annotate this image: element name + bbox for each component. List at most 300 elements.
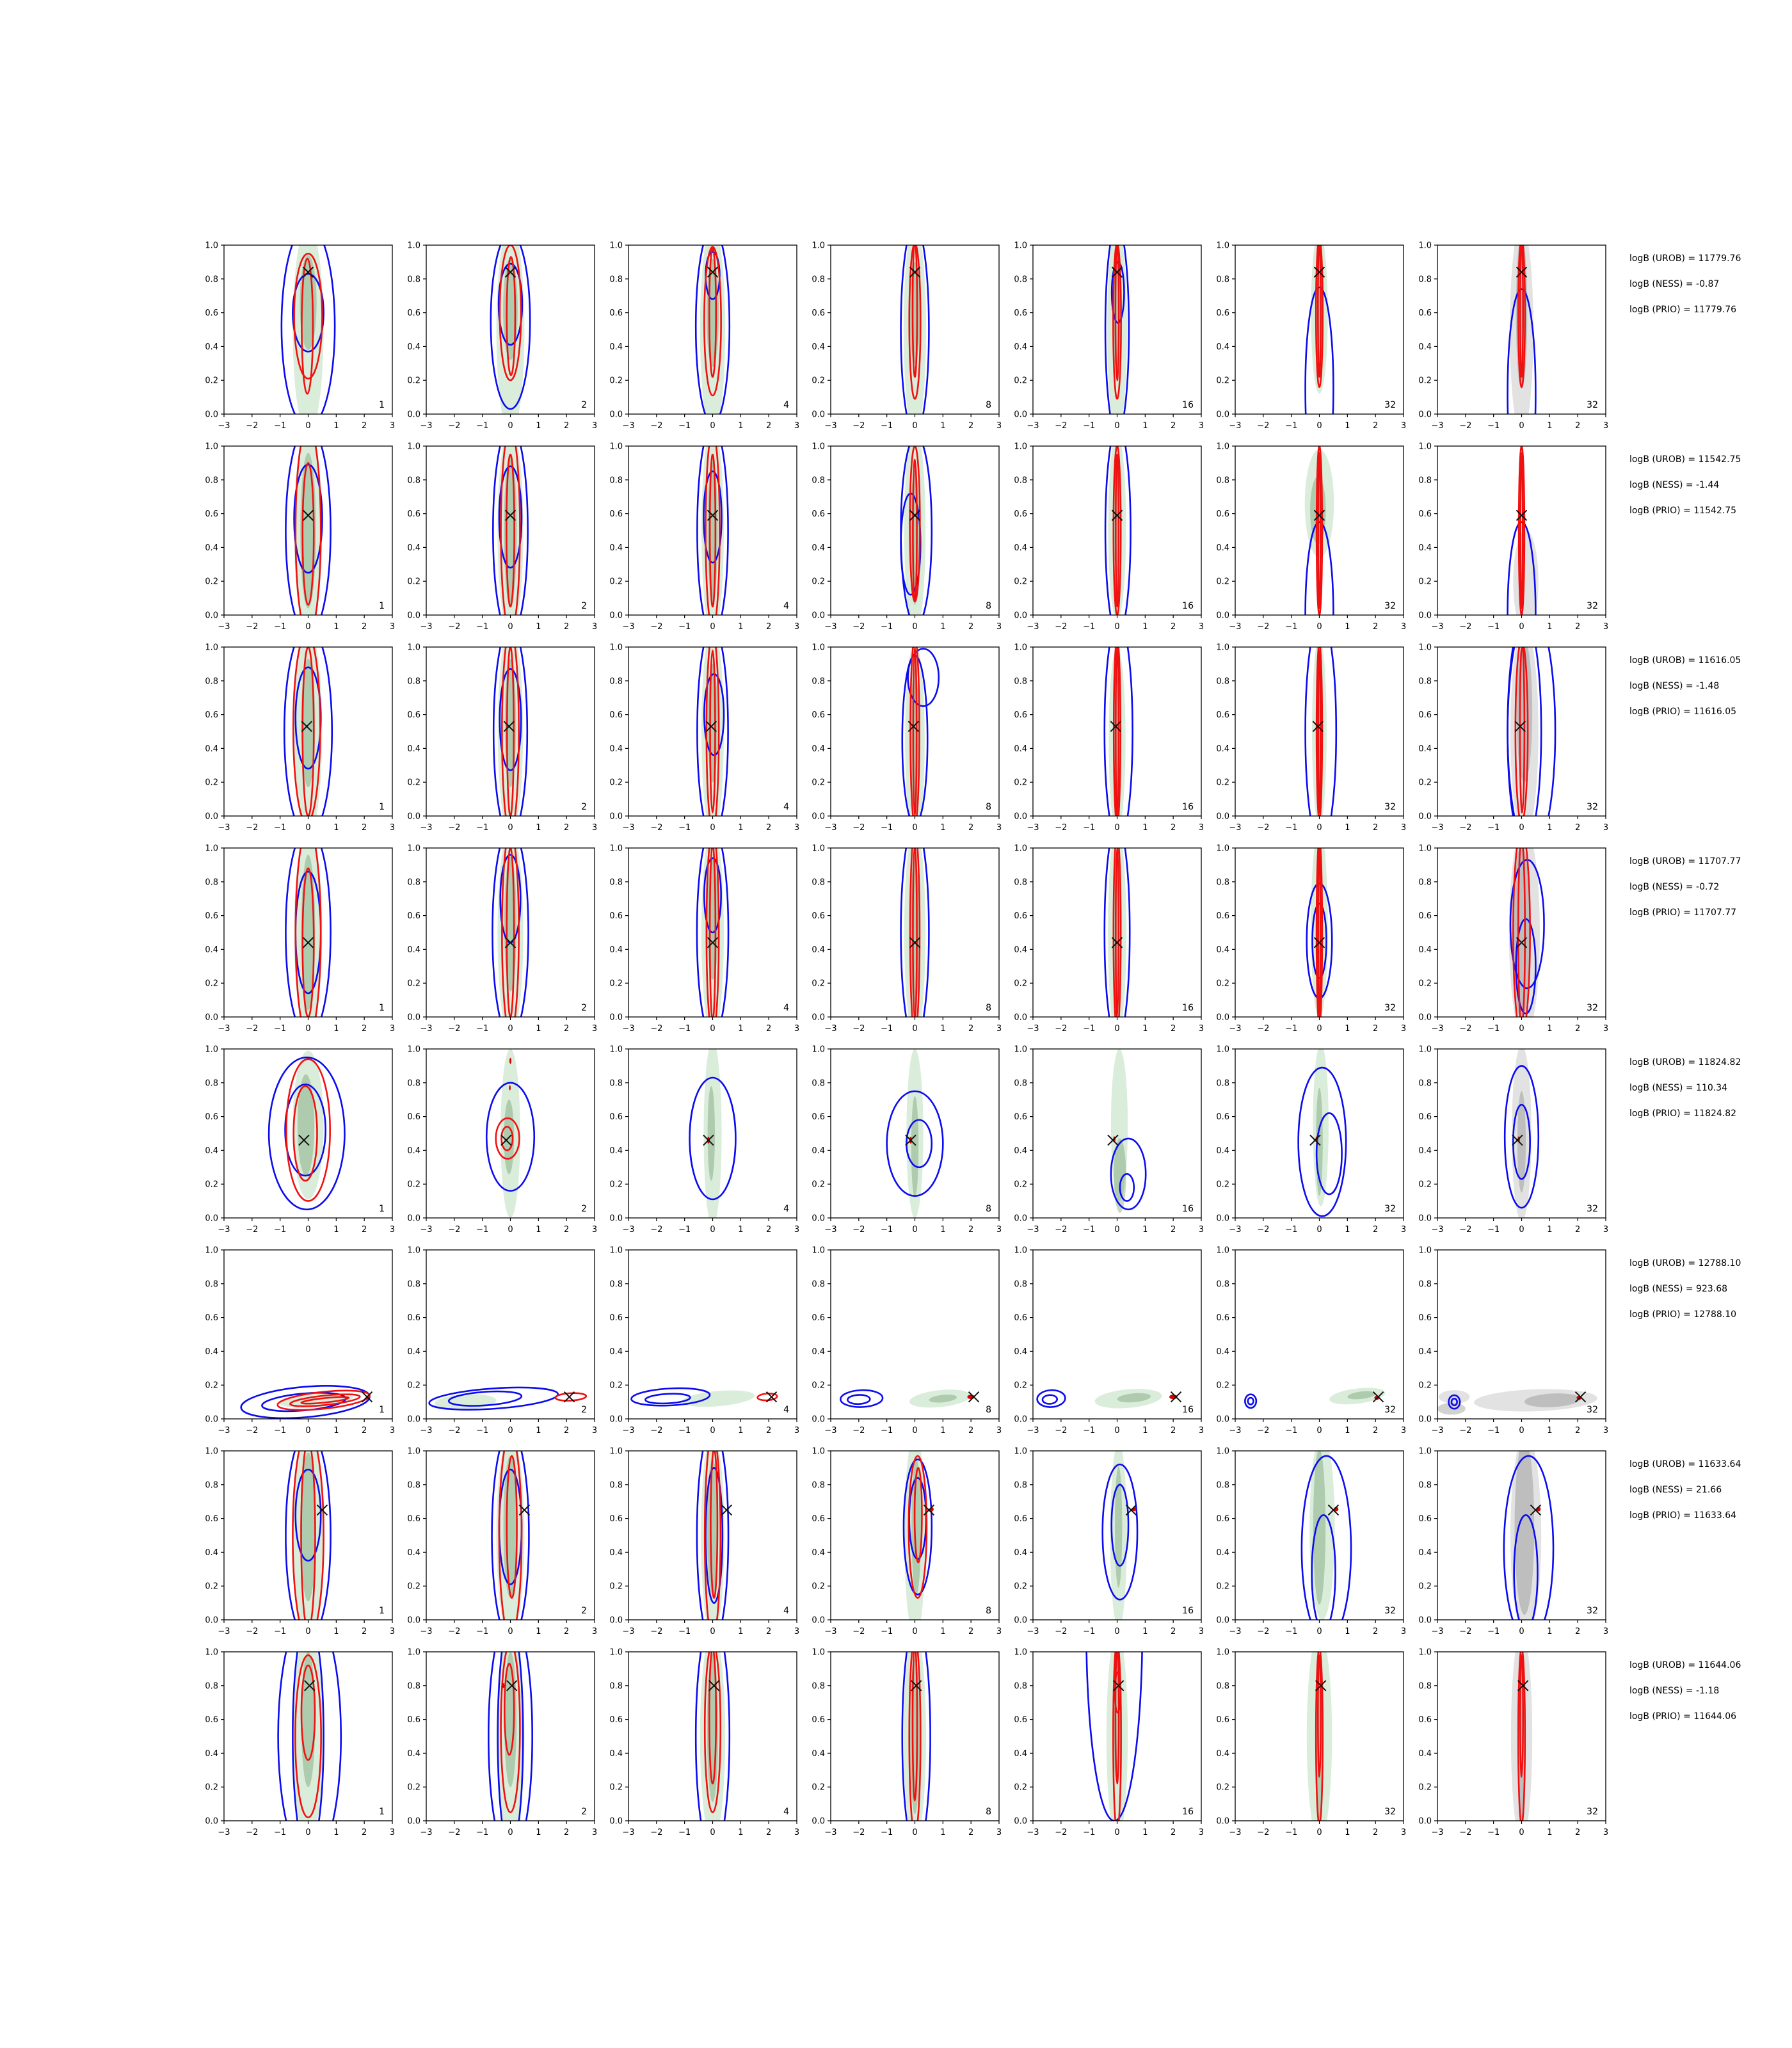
y-tick-label: 0.2	[1216, 1380, 1229, 1391]
x-tick-label: 1	[1345, 1426, 1350, 1436]
y-tick-label: 0.0	[609, 812, 623, 822]
x-tick-label: 2	[1575, 1225, 1581, 1235]
y-tick-label: 0.0	[1014, 1213, 1027, 1224]
x-tick-label: −1	[274, 1225, 287, 1235]
x-tick-label: 1	[1345, 1225, 1350, 1235]
y-tick-label: 0.2	[1216, 1180, 1229, 1190]
panel-count-label: 1	[379, 1405, 385, 1415]
green-fill-inner	[911, 1096, 918, 1197]
panel-count-label: 16	[1182, 400, 1194, 410]
panel-count-label: 2	[581, 1405, 587, 1415]
y-tick-label: 0.4	[609, 1146, 623, 1156]
y-tick-label: 0.6	[1418, 710, 1432, 721]
y-tick-label: 0.8	[1014, 476, 1027, 486]
y-tick-label: 0.8	[1014, 877, 1027, 888]
x-tick-label: 0	[1519, 1627, 1524, 1636]
panel-count-label: 16	[1182, 1405, 1194, 1415]
x-tick-label: 1	[738, 1225, 744, 1235]
x-tick-label: 1	[1345, 1627, 1350, 1636]
x-tick-label: 3	[1400, 622, 1407, 632]
x-tick-label: 0	[912, 1627, 918, 1636]
y-tick-label: 0.4	[1418, 1347, 1432, 1357]
y-tick-label: 0.6	[1216, 710, 1229, 721]
x-tick-label: −1	[1487, 1828, 1500, 1837]
y-tick-label: 0.4	[1418, 1548, 1432, 1558]
x-tick-label: 3	[1400, 421, 1407, 431]
green-fill-inner	[910, 1659, 920, 1814]
y-tick-label: 0.2	[609, 778, 623, 788]
panel-count-label: 32	[1587, 601, 1598, 611]
y-tick-label: 0.4	[1014, 1548, 1027, 1558]
y-tick-label: 0.0	[1014, 812, 1027, 822]
x-tick-label: −2	[448, 1426, 461, 1436]
x-tick-label: 3	[1198, 1828, 1204, 1837]
panel-count-label: 1	[379, 601, 385, 611]
panel-count-label: 4	[783, 1003, 789, 1013]
y-tick-label: 0.0	[407, 410, 420, 420]
x-tick-label: −3	[1431, 622, 1444, 632]
y-tick-label: 1.0	[407, 1446, 420, 1457]
x-tick-label: −1	[1487, 1225, 1500, 1235]
x-tick-label: −3	[420, 622, 433, 632]
subplot-r4-c1	[205, 828, 395, 1037]
y-tick-label: 0.8	[1216, 1681, 1229, 1692]
y-tick-label: 0.8	[205, 476, 218, 486]
y-tick-label: 0.0	[407, 1816, 420, 1827]
panel-count-label: 1	[379, 400, 385, 410]
x-tick-label: −2	[1257, 622, 1270, 632]
y-tick-label: 1.0	[1216, 1446, 1229, 1457]
x-tick-label: −2	[650, 1024, 663, 1034]
subplot-r7-c5	[1014, 1443, 1204, 1636]
x-tick-label: 2	[1373, 622, 1379, 632]
panel-count-label: 4	[783, 802, 789, 812]
x-tick-label: 1	[1547, 1225, 1553, 1235]
y-tick-label: 0.8	[407, 1279, 420, 1290]
y-tick-label: 0.8	[812, 877, 825, 888]
x-tick-label: 0	[912, 1426, 918, 1436]
y-tick-label: 0.6	[1418, 1112, 1432, 1123]
x-tick-label: −2	[1459, 1627, 1472, 1636]
y-tick-label: 0.0	[1418, 1012, 1432, 1023]
panel-count-label: 4	[783, 601, 789, 611]
x-tick-label: −2	[1459, 1225, 1472, 1235]
x-tick-label: 1	[940, 1426, 946, 1436]
x-tick-label: 2	[766, 1828, 772, 1837]
x-tick-label: −3	[1431, 421, 1444, 431]
x-tick-label: 0	[305, 1828, 311, 1837]
y-tick-label: 1.0	[1014, 844, 1027, 854]
y-tick-label: 0.2	[407, 1782, 420, 1793]
red-marker-dot	[502, 1683, 505, 1688]
panel-count-label: 4	[783, 400, 789, 410]
y-tick-label: 0.8	[407, 1078, 420, 1089]
y-tick-label: 0.2	[1418, 778, 1432, 788]
x-tick-label: 1	[536, 823, 541, 833]
green-fill	[681, 1388, 755, 1410]
panel-count-label: 8	[986, 802, 991, 812]
x-tick-label: 2	[1373, 823, 1379, 833]
logB-annotation-row6-line2: logB (NESS) = 923.68	[1629, 1284, 1728, 1294]
x-tick-label: −1	[881, 1627, 893, 1636]
y-tick-label: 0.0	[1418, 1414, 1432, 1425]
y-tick-label: 0.6	[609, 1514, 623, 1524]
x-tick-label: −2	[246, 1627, 259, 1636]
x-tick-label: −1	[881, 1828, 893, 1837]
x-tick-label: 0	[508, 823, 513, 833]
x-tick-label: 2	[1373, 1225, 1379, 1235]
y-tick-label: 0.2	[1014, 1380, 1027, 1391]
x-tick-label: −3	[1431, 1627, 1444, 1636]
x-tick-label: 3	[1198, 622, 1204, 632]
y-tick-label: 0.0	[609, 611, 623, 621]
green-fill-inner	[707, 858, 719, 980]
y-tick-label: 0.2	[1418, 1180, 1432, 1190]
x-tick-label: −3	[420, 1828, 433, 1837]
x-tick-label: −1	[678, 1627, 691, 1636]
panel-count-label: 2	[581, 1204, 587, 1214]
x-tick-label: 0	[305, 1024, 311, 1034]
subplot-r3-c3	[609, 627, 799, 836]
x-tick-label: 2	[968, 1024, 974, 1034]
x-tick-label: 2	[362, 1627, 367, 1636]
x-tick-label: −1	[1487, 823, 1500, 833]
x-tick-label: 1	[333, 1225, 339, 1235]
x-tick-label: 3	[794, 622, 800, 632]
x-tick-label: 0	[1316, 823, 1322, 833]
x-tick-label: −1	[881, 823, 893, 833]
logB-annotation-row1-line1: logB (UROB) = 11779.76	[1629, 253, 1741, 264]
x-tick-label: 3	[996, 823, 1002, 833]
subplot-r3-c2	[407, 627, 597, 836]
x-tick-label: 2	[766, 622, 772, 632]
x-tick-label: −2	[852, 1024, 865, 1034]
x-tick-label: 0	[1519, 421, 1524, 431]
x-tick-label: −3	[420, 1426, 433, 1436]
y-tick-label: 0.4	[205, 342, 218, 352]
x-tick-label: 2	[1171, 421, 1176, 431]
subplot-r7-c7	[1418, 1434, 1608, 1642]
x-tick-label: 1	[1547, 421, 1553, 431]
y-tick-label: 0.4	[609, 744, 623, 754]
x-tick-label: −2	[1055, 823, 1068, 833]
y-tick-label: 0.8	[1014, 1681, 1027, 1692]
x-tick-label: 2	[564, 1426, 570, 1436]
panel-count-label: 2	[581, 601, 587, 611]
x-tick-label: −1	[678, 1225, 691, 1235]
x-tick-label: −2	[246, 1225, 259, 1235]
y-tick-label: 0.4	[1418, 1748, 1432, 1759]
y-tick-label: 0.2	[205, 1180, 218, 1190]
y-tick-label: 0.8	[1418, 1681, 1432, 1692]
y-tick-label: 1.0	[1216, 643, 1229, 653]
y-tick-label: 0.4	[812, 945, 825, 955]
y-tick-label: 0.2	[407, 1581, 420, 1592]
x-tick-label: 3	[794, 421, 800, 431]
y-tick-label: 0.4	[1014, 1748, 1027, 1759]
y-tick-label: 0.6	[1418, 911, 1432, 922]
x-tick-label: 3	[794, 823, 800, 833]
x-tick-label: −1	[476, 1828, 489, 1837]
y-tick-label: 0.4	[1418, 945, 1432, 955]
x-tick-label: −2	[852, 823, 865, 833]
y-tick-label: 0.2	[609, 1782, 623, 1793]
y-tick-label: 0.4	[205, 1548, 218, 1558]
y-tick-label: 0.6	[609, 911, 623, 922]
y-tick-label: 0.0	[1216, 1012, 1229, 1023]
x-tick-label: 0	[710, 421, 716, 431]
y-tick-label: 0.6	[812, 509, 825, 520]
y-tick-label: 0.6	[205, 911, 218, 922]
y-tick-label: 0.6	[1014, 308, 1027, 319]
y-tick-label: 1.0	[1216, 1245, 1229, 1256]
x-tick-label: 2	[1373, 421, 1379, 431]
y-tick-label: 0.4	[1014, 945, 1027, 955]
y-tick-label: 1.0	[1014, 442, 1027, 452]
y-tick-label: 0.8	[205, 1279, 218, 1290]
y-tick-label: 0.4	[609, 342, 623, 352]
y-tick-label: 0.2	[609, 979, 623, 989]
y-tick-label: 0.0	[609, 1012, 623, 1023]
y-tick-label: 0.2	[1216, 1581, 1229, 1592]
x-tick-label: −2	[852, 1426, 865, 1436]
y-tick-label: 0.4	[1014, 543, 1027, 553]
y-tick-label: 0.8	[1216, 877, 1229, 888]
y-tick-label: 0.6	[407, 308, 420, 319]
subplot-r1-c2	[407, 225, 597, 434]
x-tick-label: 1	[1547, 1828, 1553, 1837]
y-tick-label: 0.0	[205, 1213, 218, 1224]
y-tick-label: 0.0	[812, 1615, 825, 1626]
x-tick-label: −3	[1027, 823, 1039, 833]
x-tick-label: 3	[1198, 1426, 1204, 1436]
y-tick-label: 0.6	[1418, 308, 1432, 319]
y-tick-label: 0.6	[1014, 1313, 1027, 1324]
panel-count-label: 16	[1182, 601, 1194, 611]
panel-count-label: 4	[783, 1807, 789, 1817]
y-tick-label: 0.0	[205, 611, 218, 621]
x-tick-label: 0	[710, 823, 716, 833]
x-tick-label: 3	[1198, 421, 1204, 431]
x-tick-label: 2	[564, 1024, 570, 1034]
y-tick-label: 0.4	[205, 744, 218, 754]
x-tick-label: −1	[274, 1024, 287, 1034]
y-tick-label: 0.2	[1014, 577, 1027, 587]
x-tick-label: 2	[362, 1024, 367, 1034]
y-tick-label: 0.4	[609, 1347, 623, 1357]
y-tick-label: 0.4	[205, 1146, 218, 1156]
y-tick-label: 0.8	[1418, 476, 1432, 486]
x-tick-label: −3	[622, 1627, 635, 1636]
x-tick-label: −2	[650, 1828, 663, 1837]
x-tick-label: −1	[274, 1828, 287, 1837]
x-tick-label: −3	[420, 1024, 433, 1034]
x-tick-label: 0	[508, 1024, 513, 1034]
y-tick-label: 0.8	[1014, 275, 1027, 285]
panel-count-label: 32	[1384, 1003, 1396, 1013]
x-tick-label: −3	[622, 1828, 635, 1837]
x-tick-label: 0	[1316, 1225, 1322, 1235]
y-tick-label: 0.0	[1216, 1816, 1229, 1827]
logB-annotation-row6-line3: logB (PRIO) = 12788.10	[1629, 1309, 1737, 1320]
y-tick-label: 1.0	[1216, 1647, 1229, 1658]
subplot-r4-c4	[812, 824, 1002, 1041]
x-tick-label: 1	[738, 1426, 744, 1436]
y-tick-label: 0.8	[1014, 1279, 1027, 1290]
y-tick-label: 0.8	[1014, 1078, 1027, 1089]
green-fill-inner	[707, 259, 719, 367]
y-tick-label: 0.4	[1216, 945, 1229, 955]
y-tick-label: 0.8	[812, 1681, 825, 1692]
panel-count-label: 32	[1587, 400, 1598, 410]
x-tick-label: 0	[1519, 1426, 1524, 1436]
x-tick-label: 3	[1198, 1627, 1204, 1636]
x-tick-label: 2	[1171, 1627, 1176, 1636]
x-tick-label: −2	[1055, 1024, 1068, 1034]
x-tick-label: 0	[1316, 1426, 1322, 1436]
x-tick-label: 3	[1603, 622, 1609, 632]
y-tick-label: 0.0	[812, 812, 825, 822]
y-tick-label: 0.6	[1014, 1715, 1027, 1725]
y-tick-label: 0.8	[812, 1480, 825, 1491]
subplot-r1-c6	[1216, 232, 1406, 490]
x-tick-label: −1	[1083, 823, 1096, 833]
y-tick-label: 0.6	[407, 1514, 420, 1524]
x-tick-label: −3	[1027, 1828, 1039, 1837]
x-tick-label: −2	[650, 1225, 663, 1235]
x-tick-label: −3	[1431, 1828, 1444, 1837]
y-tick-label: 0.8	[812, 275, 825, 285]
y-tick-label: 0.2	[1418, 1581, 1432, 1592]
y-tick-label: 0.8	[1014, 676, 1027, 687]
x-tick-label: −3	[824, 421, 837, 431]
y-tick-label: 1.0	[1418, 643, 1432, 653]
subplot-r3-c6	[1216, 616, 1406, 846]
y-tick-label: 1.0	[407, 643, 420, 653]
panel-count-label: 16	[1182, 1204, 1194, 1214]
subplot-r6-c5	[1014, 1246, 1204, 1436]
subplot-r3-c1	[205, 627, 395, 836]
x-tick-label: 1	[1547, 1627, 1553, 1636]
x-tick-label: −3	[1229, 1426, 1242, 1436]
x-tick-label: −3	[824, 1024, 837, 1034]
x-tick-label: 3	[1400, 1627, 1407, 1636]
x-tick-label: 1	[940, 1225, 946, 1235]
y-tick-label: 0.8	[609, 1279, 623, 1290]
x-tick-label: −2	[650, 823, 663, 833]
x-tick-label: 0	[912, 421, 918, 431]
subplot-r4-c2	[407, 828, 597, 1037]
y-tick-label: 0.8	[1014, 1480, 1027, 1491]
subplot-r8-c6	[1216, 1631, 1406, 1841]
y-tick-label: 1.0	[609, 241, 623, 251]
x-tick-label: −1	[1285, 1627, 1298, 1636]
x-tick-label: −3	[824, 1426, 837, 1436]
x-tick-label: −1	[1487, 1627, 1500, 1636]
y-tick-label: 1.0	[812, 241, 825, 251]
y-tick-label: 0.0	[609, 1816, 623, 1827]
blue-contour	[840, 1389, 883, 1408]
x-tick-label: −2	[852, 1225, 865, 1235]
y-tick-label: 0.6	[1418, 1715, 1432, 1725]
x-tick-label: −3	[622, 622, 635, 632]
x-tick-label: −2	[1055, 622, 1068, 632]
x-tick-label: −2	[1459, 1828, 1472, 1837]
x-tick-label: −2	[1257, 823, 1270, 833]
x-tick-label: 3	[996, 1426, 1002, 1436]
y-tick-label: 0.2	[1216, 979, 1229, 989]
y-tick-label: 1.0	[205, 1647, 218, 1658]
x-tick-label: 2	[564, 1627, 570, 1636]
y-tick-label: 0.4	[1418, 543, 1432, 553]
x-tick-label: −3	[218, 1426, 230, 1436]
x-tick-label: −3	[622, 1024, 635, 1034]
y-tick-label: 0.4	[205, 543, 218, 553]
y-tick-label: 0.2	[407, 1180, 420, 1190]
x-tick-label: 1	[1142, 1225, 1148, 1235]
x-tick-label: 2	[1171, 1225, 1176, 1235]
panel-count-label: 32	[1587, 802, 1598, 812]
y-tick-label: 0.2	[1418, 979, 1432, 989]
x-tick-label: 2	[362, 1426, 367, 1436]
y-tick-label: 0.8	[1418, 275, 1432, 285]
x-tick-label: 0	[305, 1426, 311, 1436]
panel-count-label: 4	[783, 1405, 789, 1415]
panel-count-label: 8	[986, 1003, 991, 1013]
x-tick-label: 3	[1400, 1828, 1407, 1837]
x-tick-label: 1	[1345, 1828, 1350, 1837]
subplot-r6-c7	[1418, 1246, 1608, 1436]
y-tick-label: 1.0	[1418, 442, 1432, 452]
x-tick-label: −1	[476, 823, 489, 833]
y-tick-label: 1.0	[1216, 442, 1229, 452]
y-tick-label: 1.0	[205, 1245, 218, 1256]
x-tick-label: 1	[940, 823, 946, 833]
y-tick-label: 0.2	[609, 376, 623, 386]
x-tick-label: 3	[794, 1828, 800, 1837]
panel-count-label: 32	[1587, 1204, 1598, 1214]
y-tick-label: 1.0	[609, 1446, 623, 1457]
panel-count-label: 32	[1587, 1003, 1598, 1013]
y-tick-label: 0.2	[1014, 778, 1027, 788]
y-tick-label: 0.6	[609, 1313, 623, 1324]
x-tick-label: 2	[564, 1225, 570, 1235]
x-tick-label: 3	[1603, 1225, 1609, 1235]
y-tick-label: 0.4	[1014, 744, 1027, 754]
x-tick-label: 3	[591, 421, 598, 431]
logB-annotation-row3-line3: logB (PRIO) = 11616.05	[1629, 707, 1737, 717]
x-tick-label: −1	[881, 1024, 893, 1034]
x-tick-label: −3	[1229, 1024, 1242, 1034]
x-tick-label: 1	[1345, 421, 1350, 431]
x-tick-label: 2	[1575, 1426, 1581, 1436]
y-tick-label: 0.4	[205, 1748, 218, 1759]
y-tick-label: 0.4	[407, 744, 420, 754]
y-tick-label: 0.6	[1418, 1514, 1432, 1524]
panel-count-label: 1	[379, 1606, 385, 1616]
x-tick-label: −3	[1431, 1024, 1444, 1034]
x-tick-label: −3	[622, 1225, 635, 1235]
y-tick-label: 0.8	[407, 1681, 420, 1692]
y-tick-label: 1.0	[205, 844, 218, 854]
x-tick-label: 2	[968, 1426, 974, 1436]
y-tick-label: 0.4	[407, 543, 420, 553]
y-tick-label: 1.0	[1014, 1647, 1027, 1658]
x-tick-label: 1	[940, 1024, 946, 1034]
x-tick-label: 2	[362, 1225, 367, 1235]
x-tick-label: −1	[1285, 1225, 1298, 1235]
y-tick-label: 0.0	[407, 1012, 420, 1023]
